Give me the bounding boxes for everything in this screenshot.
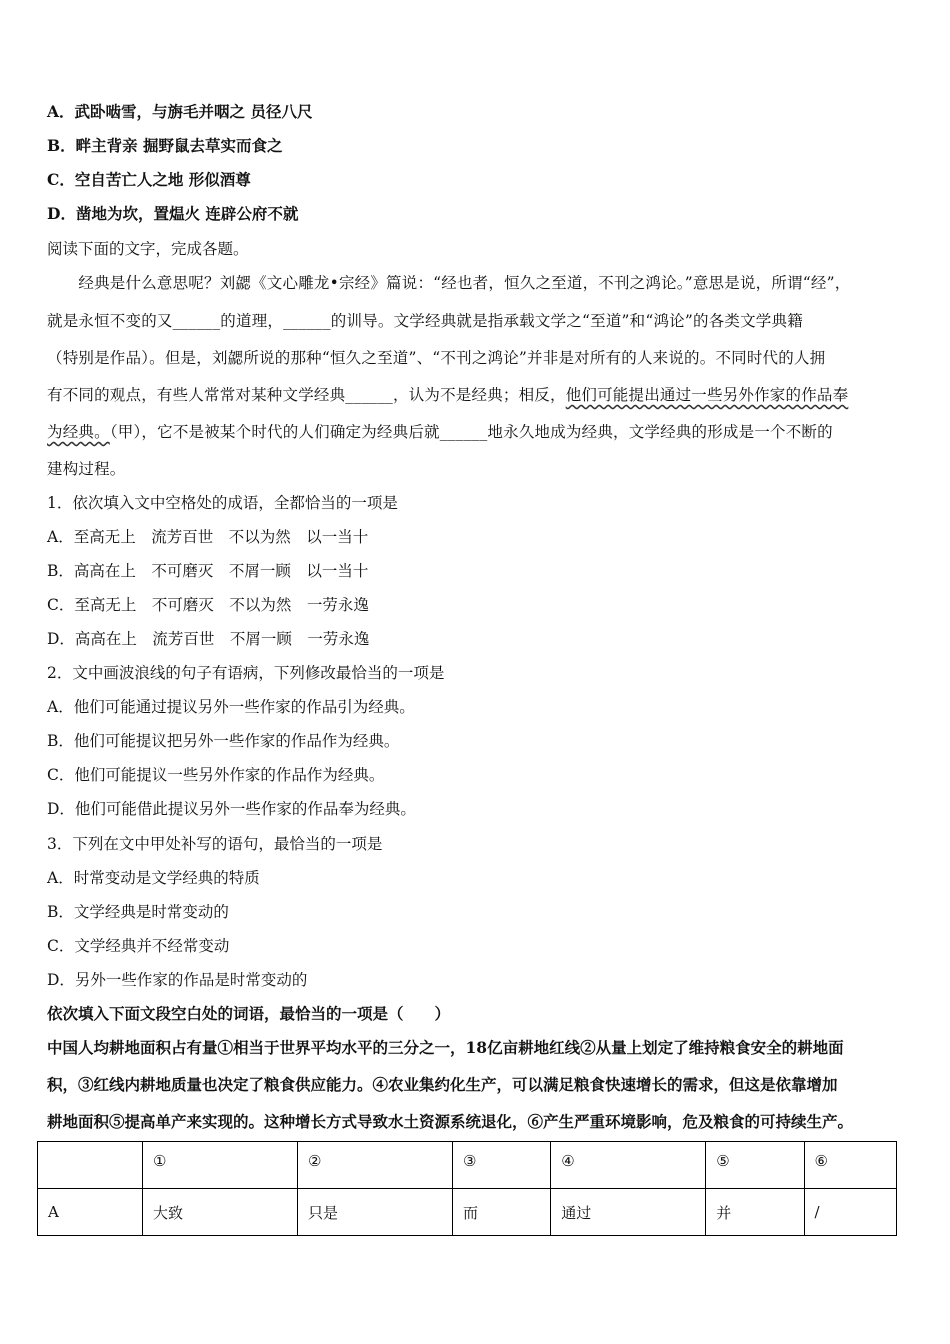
table-cell: ③	[452, 1142, 550, 1189]
option-d-top: D．凿地为坎，置煴火 连辟公府不就	[47, 204, 299, 223]
table-cell: 大致	[143, 1189, 298, 1236]
passage-line-1: 经典是什么意思呢？刘勰《文心雕龙•宗经》篇说：“经也者，恒久之至道，不刊之鸿论。”意思是说，所谓“经”，	[47, 274, 851, 292]
table-cell	[38, 1142, 143, 1189]
q4-stem: 依次填入下面文段空白处的词语，最恰当的一项是（ ）	[47, 1004, 451, 1023]
q4-passage-line-1: 中国人均耕地面积占有量①相当于世界平均水平的三分之一，18亿亩耕地红线②从量上划定了维持粮食安全的耕地面	[47, 1038, 844, 1057]
q3-option-a: A．时常变动是文学经典的特质	[47, 869, 260, 887]
table-cell: ⑥	[804, 1142, 896, 1189]
q1-option-b: B．高高在上 不可磨灭 不屑一顾 以一当十	[47, 562, 369, 580]
passage-line-6: 建构过程。	[47, 460, 126, 478]
table-cell: A	[38, 1189, 143, 1236]
passage-line-5: 为经典。（甲），它不是被某个时代的人们确定为经典后就______地永久地成为经典，文学经典的形成是一个不断的	[47, 423, 833, 441]
q2-option-c: C．他们可能提议一些另外作家的作品作为经典。	[47, 766, 385, 784]
q3-option-b: B．文学经典是时常变动的	[47, 903, 229, 921]
passage-line-2: 就是永恒不变的又______的道理，______的训导。文学经典就是指承载文学之“至道”和“鸿论”的各类文学典籍	[47, 312, 803, 330]
q2-option-a: A．他们可能通过提议另外一些作家的作品引为经典。	[47, 698, 415, 716]
table-header-row	[38, 1142, 897, 1189]
reading-instruction: 阅读下面的文字，完成各题。	[47, 240, 249, 258]
answer-table	[37, 1141, 897, 1236]
q3-option-d: D．另外一些作家的作品是时常变动的	[47, 971, 308, 989]
q1-option-d: D．高高在上 流芳百世 不屑一顾 一劳永逸	[47, 630, 370, 648]
q1-option-a: A．至高无上 流芳百世 不以为然 以一当十	[47, 528, 369, 546]
table-cell: 并	[706, 1189, 804, 1236]
table-cell: 而	[452, 1189, 550, 1236]
passage-line-4: 有不同的观点，有些人常常对某种文学经典______，认为不是经典；相反，他们可能提出通过一些另外作家的作品奉	[47, 386, 849, 404]
q2-option-b: B．他们可能提议把另外一些作家的作品作为经典。	[47, 732, 400, 750]
q2-option-d: D．他们可能借此提议另外一些作家的作品奉为经典。	[47, 800, 416, 818]
q1-stem: 1．依次填入文中空格处的成语，全都恰当的一项是	[47, 494, 398, 512]
option-a-top: A．武卧啮雪，与旃毛并咽之 员径八尺	[47, 102, 313, 121]
q3-stem: 3．下列在文中甲处补写的语句，最恰当的一项是	[47, 835, 383, 853]
wavy-sentence-part-2: 为经典。	[47, 423, 110, 441]
table-cell: ②	[297, 1142, 452, 1189]
wavy-sentence-part-1: 他们可能提出通过一些另外作家的作品奉	[565, 386, 849, 404]
option-b-top: B．畔主背亲 掘野鼠去草实而食之	[47, 136, 283, 155]
table-cell: ⑤	[706, 1142, 804, 1189]
q4-passage-line-2: 积，③红线内耕地质量也决定了粮食供应能力。④农业集约化生产，可以满足粮食快速增长的需求，但这是依靠增加	[47, 1075, 838, 1094]
table-cell: ④	[551, 1142, 706, 1189]
table-cell: ①	[143, 1142, 298, 1189]
q2-stem: 2．文中画波浪线的句子有语病，下列修改最恰当的一项是	[47, 664, 445, 682]
table-cell: 通过	[551, 1189, 706, 1236]
q4-passage-line-3: 耕地面积⑤提高单产来实现的。这种增长方式导致水土资源系统退化，⑥产生严重环境影响，危及粮食的可持续生产。	[47, 1112, 854, 1131]
table-cell: 只是	[297, 1189, 452, 1236]
q3-option-c: C．文学经典并不经常变动	[47, 937, 230, 955]
table-cell: /	[804, 1189, 896, 1236]
passage-line-3: （特别是作品）。但是，刘勰所说的那种“恒久之至道”、“不刊之鸿论”并非是对所有的人来说的。不同时代的人拥	[47, 349, 826, 367]
option-c-top: C．空自苦亡人之地 形似酒尊	[47, 170, 251, 189]
table-row	[38, 1189, 897, 1236]
q1-option-c: C．至高无上 不可磨灭 不以为然 一劳永逸	[47, 596, 369, 614]
